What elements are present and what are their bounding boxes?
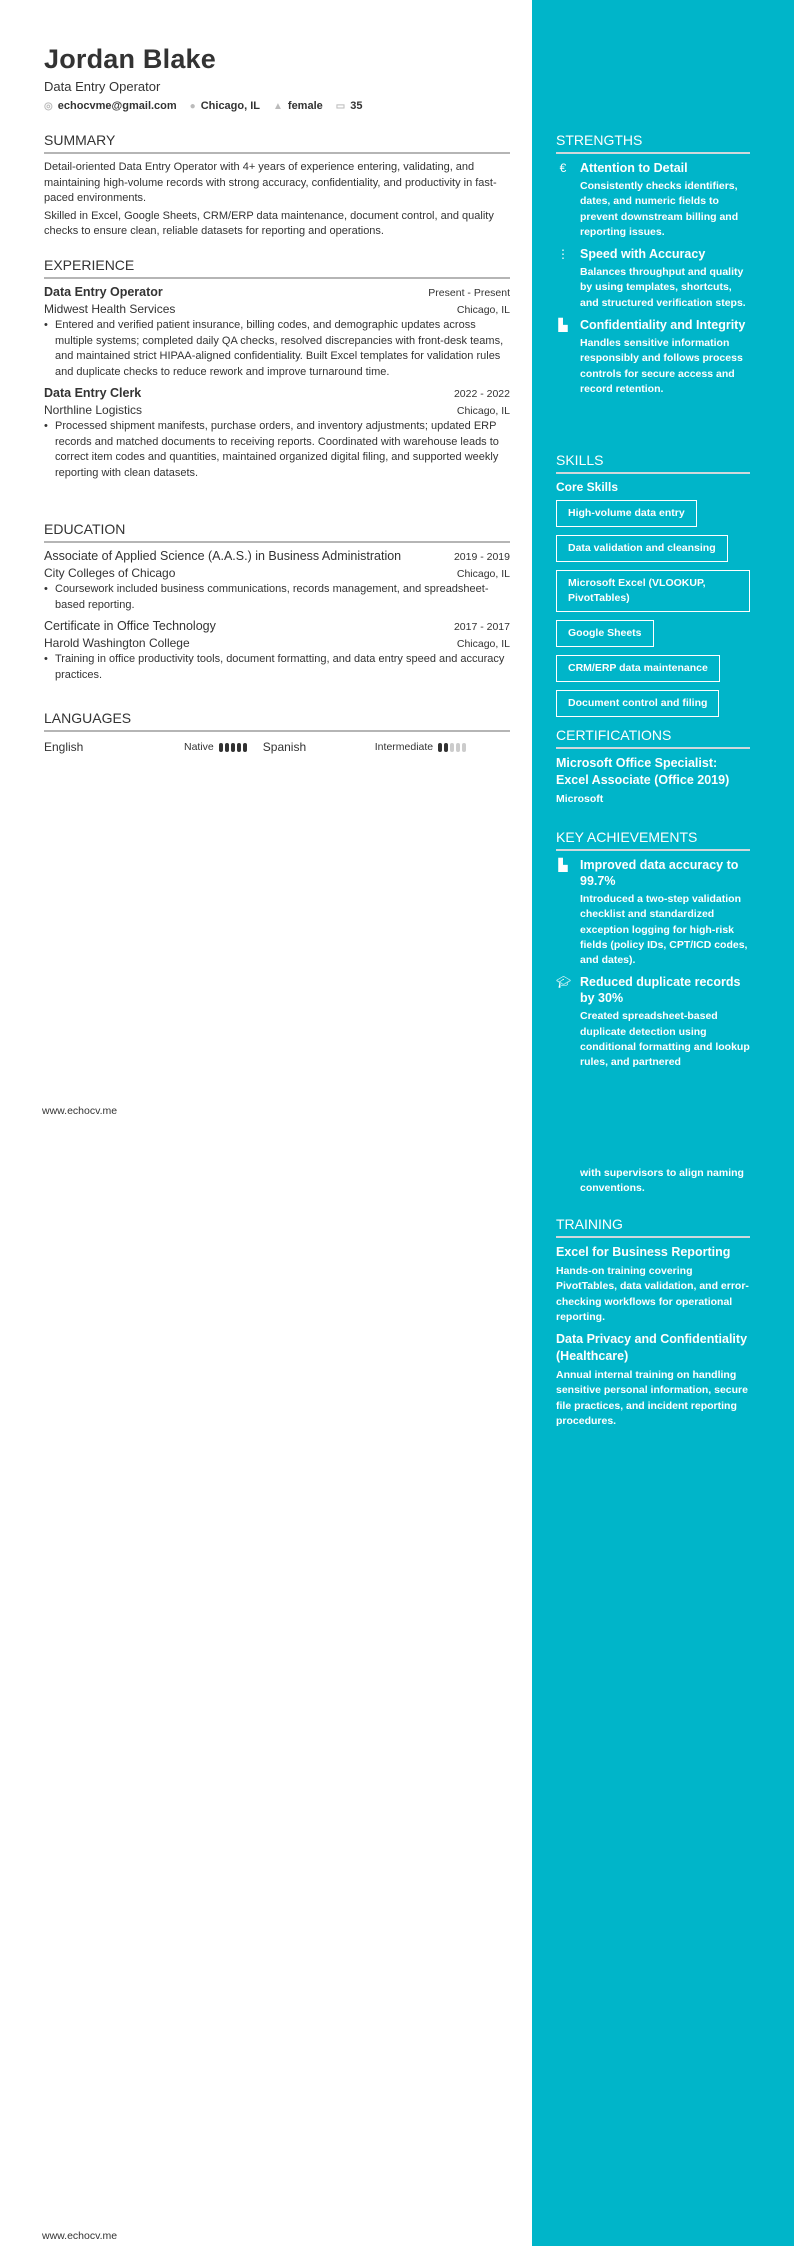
document-icon: ▙ [558,858,568,872]
resume-header [44,44,510,112]
location: Chicago, IL [456,304,510,316]
certifications-section [556,727,750,805]
dots-vertical-icon: ⋮ [557,247,569,262]
rating-dot [444,743,448,752]
location-pin-icon: ● [189,100,196,112]
rating-dot [450,743,454,752]
skill-tag: Google Sheets [556,620,654,647]
languages-row [44,740,510,754]
language-level: Native [184,741,214,753]
candidate-name: Jordan Blake [44,44,216,74]
skill-tags [556,500,750,725]
training-heading: TRAINING [556,1216,750,1238]
summary-paragraph: Skilled in Excel, Google Sheets, CRM/ERP data maintenance, document control, and quality checks to ensure clean, reliable datasets for reporting and operations. [44,209,494,237]
calendar-icon: ▭ [335,100,346,112]
gender: female [287,100,323,112]
achievement-desc: Created spreadsheet-based duplicate detection using conditional formatting and lookup rules, and partnered [580,1010,750,1069]
strengths-section [556,132,750,403]
dates: Present - Present [428,287,510,299]
training-item [556,1331,750,1429]
languages-heading: LANGUAGES [44,710,510,732]
age: 35 [350,100,363,112]
dates: 2019 - 2019 [453,551,510,563]
rating-dot [456,743,460,752]
strength-title: Confidentiality and Integrity [580,318,746,333]
strength-title: Speed with Accuracy [580,247,706,262]
training-title: Excel for Business Reporting [556,1245,731,1259]
skill-tag: High-volume data entry [556,500,697,527]
strength-desc: Consistently checks identifiers, dates, and numeric fields to prevent downstream billing and reporting issues. [580,180,739,238]
school: City Colleges of Chicago [44,566,176,580]
rating-dot [438,743,442,752]
strengths-heading: STRENGTHS [556,132,750,154]
experience-heading: EXPERIENCE [44,257,510,279]
language-rating [438,743,466,752]
skill-tag: Document control and filing [556,690,719,717]
rating-dot [231,743,235,752]
skill-tag: Microsoft Excel (VLOOKUP, PivotTables) [556,570,750,612]
graduation-cap-icon: 🎓︎ [556,975,572,990]
certification-issuer: Microsoft [556,793,604,805]
rating-dot [225,743,229,752]
job-title: Data Entry Operator [44,79,161,94]
company: Northline Logistics [44,403,143,417]
language-rating [219,743,247,752]
degree: Certificate in Office Technology [44,619,216,633]
location: Chicago, IL [456,568,510,580]
bullet: • Processed shipment manifests, purchase orders, and inventory adjustments; updated ERP records and matched documents to receiving reports. Coordinated with warehouse leads to correct item codes and quantities, maintained organized digital filing, and supported weekly reporting with clean datasets. [44,419,510,481]
language-name: English [44,740,84,754]
summary-section [44,132,510,242]
experience-item [44,285,510,380]
at-icon: ◎ [44,100,53,112]
achievements-heading: KEY ACHIEVEMENTS [556,829,750,851]
person-icon: ▲ [273,100,283,112]
certification-title: Microsoft Office Specialist: Excel Associate (Office 2019) [556,756,730,787]
skill-tag: Data validation and cleansing [556,535,728,562]
training-title: Data Privacy and Confidentiality (Healthcare) [556,1332,748,1364]
location: Chicago, IL [200,100,260,112]
training-desc: Hands-on training covering PivotTables, data validation, and error-checking workflows for operational reporting. [556,1265,749,1323]
rating-dot [219,743,223,752]
achievement-desc: Introduced a two-step validation checklist and standardized exception logging for high-risk fields (policy IDs, CPT/ICD codes, and dates). [580,893,748,967]
achievements-section [556,829,750,1077]
language-level: Intermediate [374,741,434,753]
dates: 2017 - 2017 [453,621,510,633]
strength-desc: Handles sensitive information responsibly and follows process controls for secure access and record retention. [580,337,743,395]
education-item [44,549,510,613]
achievement-item [556,857,750,968]
footer-link[interactable]: www.echocv.me [42,2230,118,2242]
training-section [556,1216,750,1435]
rating-dot [462,743,466,752]
achievement-item [556,974,750,1070]
education-item [44,619,510,683]
strength-desc: Balances throughput and quality by using templates, shortcuts, and structured verification steps. [580,266,746,309]
skills-heading: SKILLS [556,452,750,474]
degree: Associate of Applied Science (A.A.S.) in Business Administration [44,549,402,563]
email: echocvme@gmail.com [57,100,177,112]
company: Midwest Health Services [44,302,176,316]
location: Chicago, IL [456,405,510,417]
training-desc: Annual internal training on handling sensitive personal information, secure file practices, and incident reporting procedures. [556,1369,748,1428]
document-icon: ▙ [558,318,568,333]
euro-icon: € [559,161,567,175]
dates: 2022 - 2022 [453,388,510,400]
position-title: Data Entry Operator [44,285,163,299]
summary-paragraph: Detail-oriented Data Entry Operator with 4+ years of experience entering, validating, and maintaining high-volume records with strong accuracy, confidentiality, and productivity in fast-paced environments. [44,161,497,204]
contact-row [44,100,510,112]
achievement-desc-continued: with supervisors to align naming conventions. [580,1167,744,1195]
education-section [44,521,510,689]
position-title: Data Entry Clerk [44,386,142,400]
languages-section [44,710,510,754]
skill-tag: CRM/ERP data maintenance [556,655,720,682]
skills-section [556,452,750,725]
skills-subheading: Core Skills [556,480,619,494]
training-item [556,1244,750,1325]
achievement-title: Improved data accuracy to 99.7% [580,858,739,888]
summary-heading: SUMMARY [44,132,510,154]
education-heading: EDUCATION [44,521,510,543]
bullet: • Coursework included business communications, records management, and spreadsheet-based reporting. [44,582,510,613]
bullet: • Entered and verified patient insurance, billing codes, and demographic updates across multiple systems; completed daily QA checks, resolved discrepancies with front-desk teams, and maintained strict HIPAA-aligned confidentiality. Built Excel templates for validation rules and duplicate checks to reduce rework and improve turnaround time. [44,318,510,380]
experience-section [44,257,510,487]
rating-dot [237,743,241,752]
language-name: Spanish [262,740,307,754]
experience-item [44,386,510,481]
footer-link[interactable]: www.echocv.me [42,1105,118,1117]
strength-item [556,317,750,397]
strength-title: Attention to Detail [580,161,688,175]
strength-item [556,160,750,240]
location: Chicago, IL [456,638,510,650]
certifications-heading: CERTIFICATIONS [556,727,750,749]
rating-dot [243,743,247,752]
bullet: • Training in office productivity tools, document formatting, and data entry speed and accuracy practices. [44,652,510,683]
strength-item [556,246,750,311]
achievement-title: Reduced duplicate records by 30% [580,975,741,1006]
school: Harold Washington College [44,636,190,650]
